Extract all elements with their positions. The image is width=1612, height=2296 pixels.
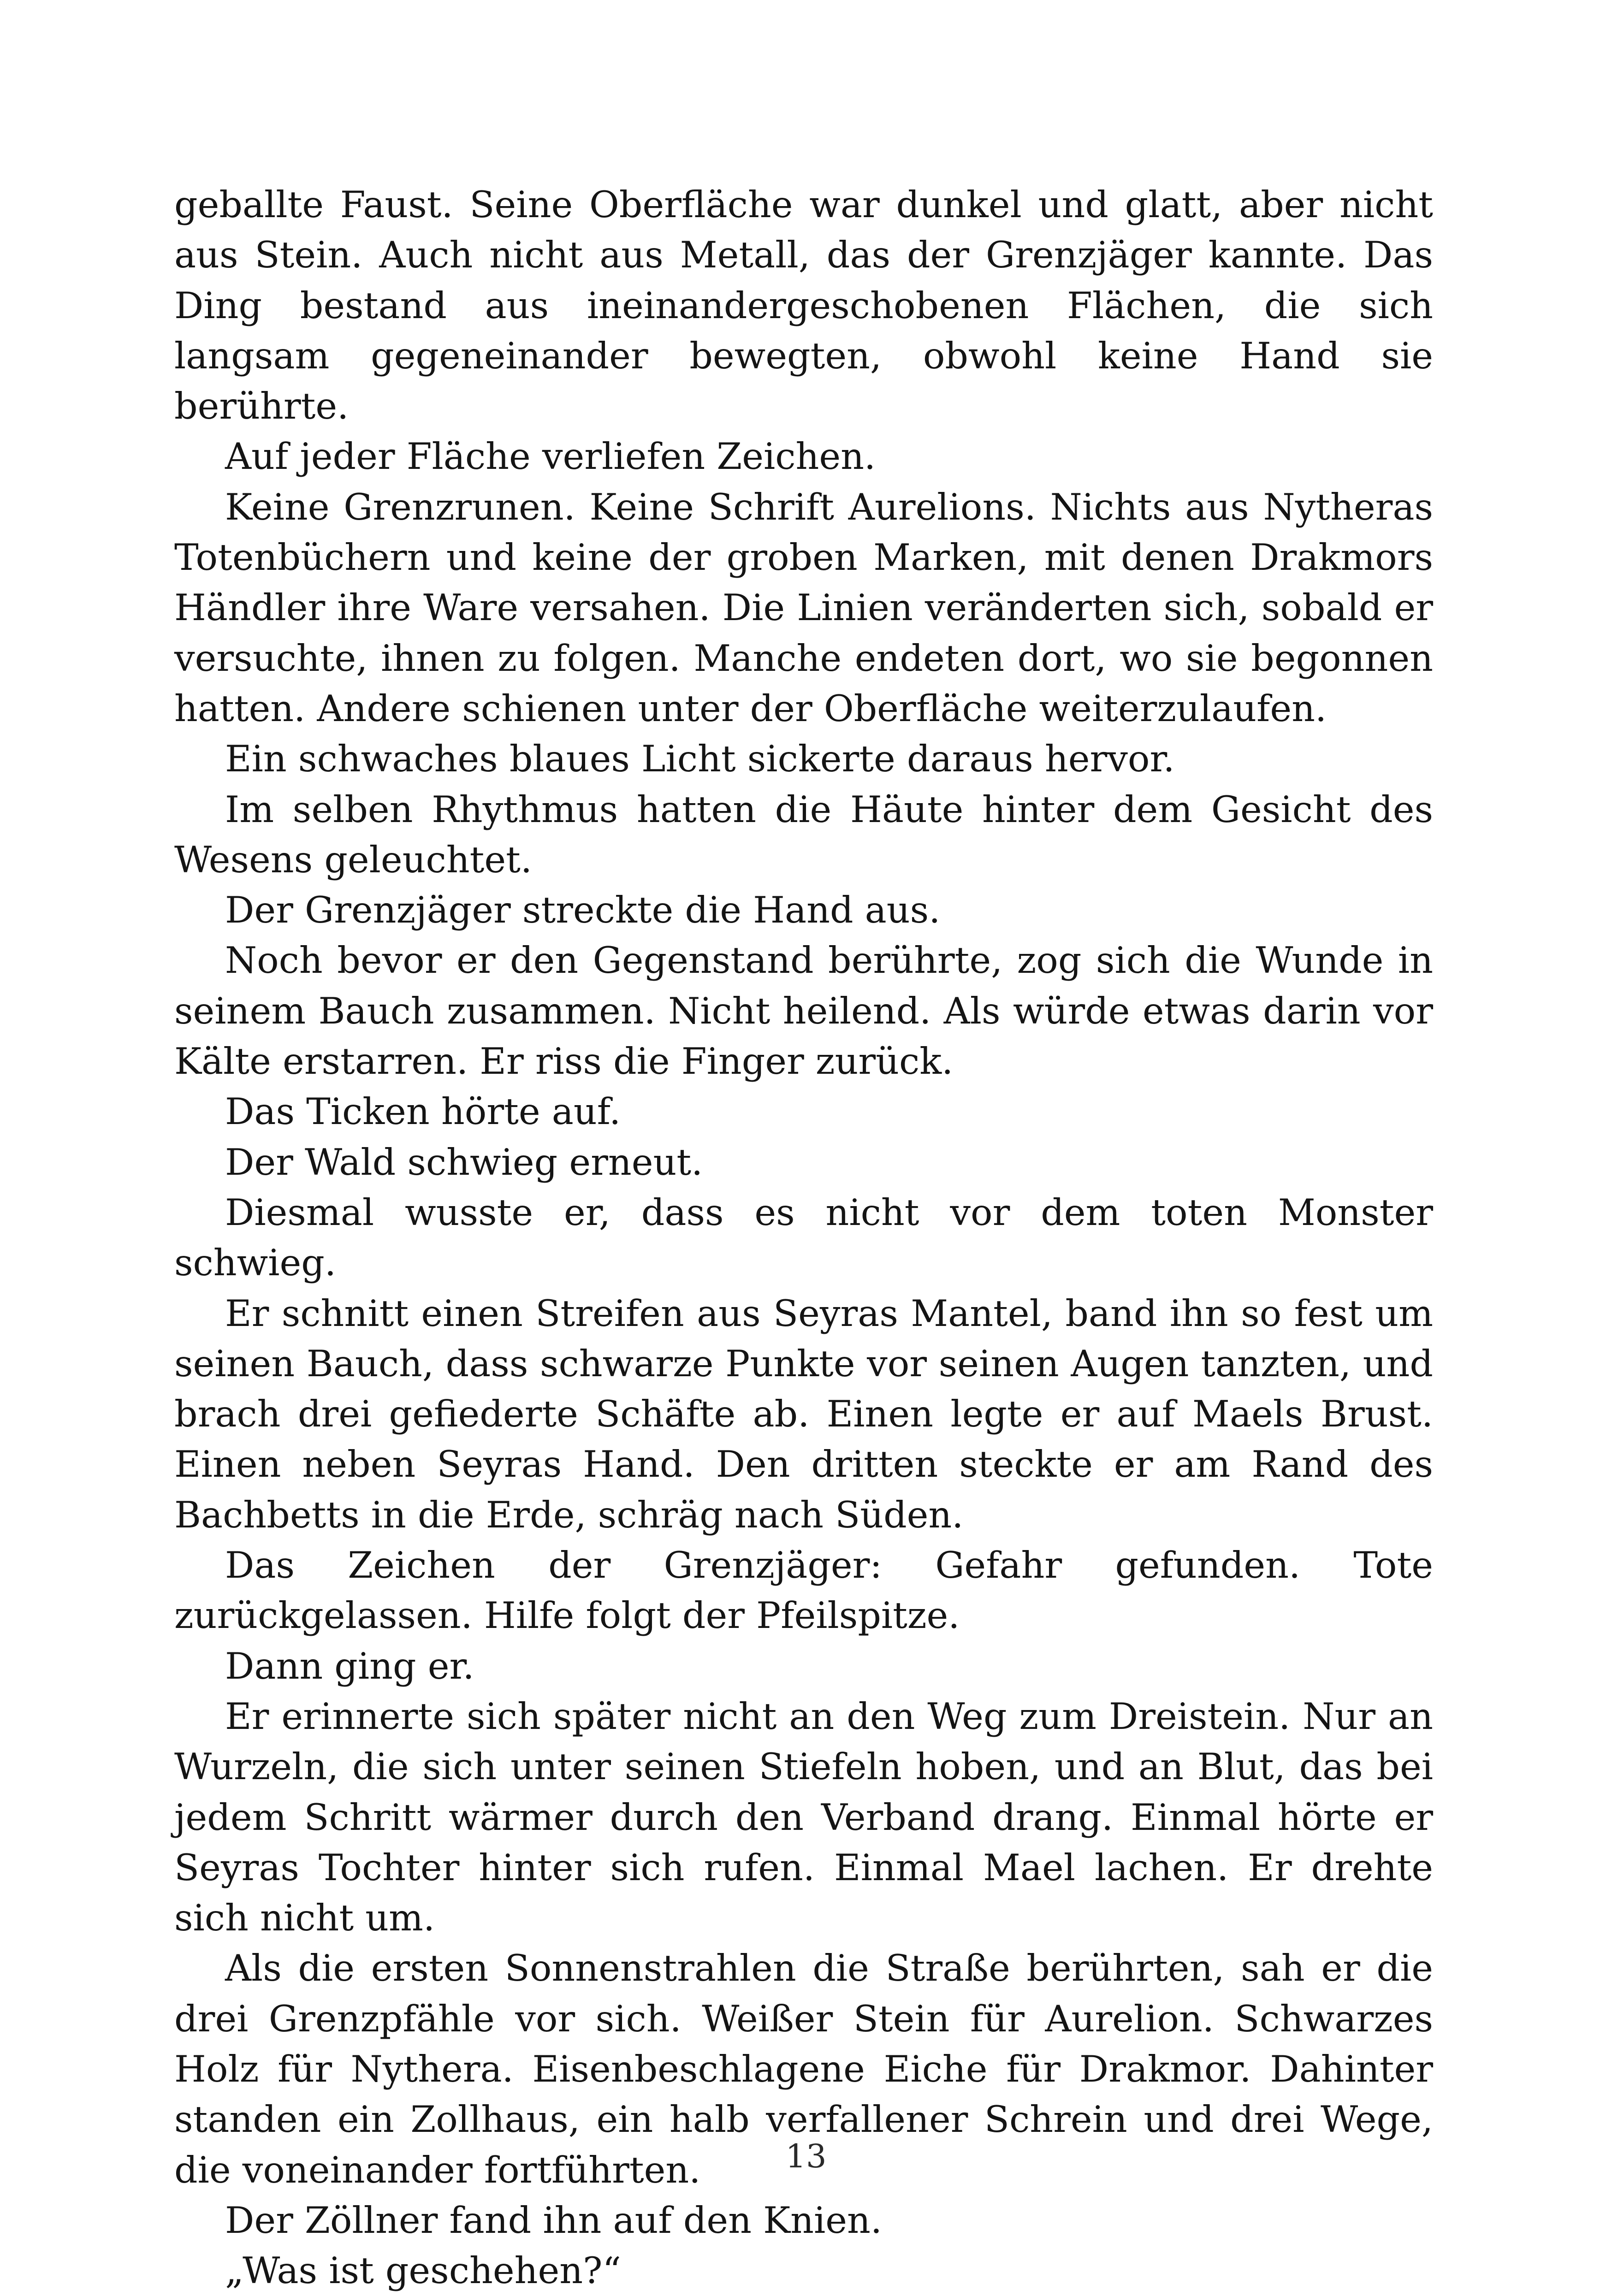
paragraph-4: Ein schwaches blaues Licht sickerte daraus hervor. bbox=[225, 738, 1175, 781]
paragraph-11: Er schnitt einen Streifen aus Seyras Mantel, band ihn so fest um seinen Bauch, dass schwarze Punkte vor seinen Augen tanzten, und brach drei gefiederte Schäfte ab. Einen legte er auf Maels Brust. Einen neben Seyras Hand. Den dritten steckte er am Rand des Bachbetts in die Erde, schräg nach Süden. bbox=[174, 1292, 1433, 1536]
paragraph-15: Als die ersten Sonnenstrahlen die Straße berührten, sah er die drei Grenzpfähle vor sich. Weißer Stein für Aurelion. Schwarzes Holz für Nythera. Eisenbeschlagene Eiche für Drakmor. Dahinter standen ein Zollhaus, ein halb verfallener Schrein und drei Wege, die voneinander fortführten. bbox=[174, 1947, 1433, 2191]
paragraph-10: Diesmal wusste er, dass es nicht vor dem toten Monster schwieg. bbox=[174, 1191, 1433, 1284]
paragraph-6: Der Grenzjäger streckte die Hand aus. bbox=[225, 889, 941, 932]
paragraph-8: Das Ticken hörte auf. bbox=[225, 1090, 621, 1133]
paragraph-5: Im selben Rhythmus hatten die Häute hinter dem Gesicht des Wesens geleuchtet. bbox=[174, 788, 1433, 881]
paragraph-1: geballte Faust. Seine Oberfläche war dunkel und glatt, aber nicht aus Stein. Auch nicht aus Metall, das der Grenzjäger kannte. Das Ding bestand aus ineinandergeschobenen Flächen, die sich langsam gegeneinander bewegten, obwohl keine Hand sie berührte. bbox=[174, 183, 1433, 428]
paragraph-17: „Was ist geschehen?“ bbox=[225, 2249, 621, 2292]
paragraph-2: Auf jeder Fläche verliefen Zeichen. bbox=[225, 435, 876, 478]
paragraph-3: Keine Grenzrunen. Keine Schrift Aurelions. Nichts aus Nytheras Totenbüchern und keine der groben Marken, mit denen Drakmors Händler ihre Ware versahen. Die Linien veränderten sich, sobald er versuchte, ihnen zu folgen. Manche endeten dort, wo sie begonnen hatten. Andere schienen unter der Oberfläche weiterzulaufen. bbox=[174, 485, 1433, 730]
paragraph-16: Der Zöllner fand ihn auf den Knien. bbox=[225, 2199, 883, 2242]
paragraph-7: Noch bevor er den Gegenstand berührte, zog sich die Wunde in seinem Bauch zusammen. Nicht heilend. Als würde etwas darin vor Kälte erstarren. Er riss die Finger zurück. bbox=[174, 939, 1433, 1083]
paragraph-12: Das Zeichen der Grenzjäger: Gefahr gefunden. Tote zurückgelassen. Hilfe folgt der Pfeilspitze. bbox=[174, 1544, 1433, 1637]
paragraph-14: Er erinnerte sich später nicht an den Weg zum Dreistein. Nur an Wurzeln, die sich unter seinen Stiefeln hoben, und an Blut, das bei jedem Schritt wärmer durch den Verband drang. Einmal hörte er Seyras Tochter hinter sich rufen. Einmal Mael lachen. Er drehte sich nicht um. bbox=[174, 1695, 1433, 1940]
body-text bbox=[174, 180, 1433, 2296]
paragraph-9: Der Wald schwieg erneut. bbox=[225, 1141, 703, 1184]
paragraph-13: Dann ging er. bbox=[225, 1645, 474, 1687]
page-number: 13 bbox=[785, 2137, 827, 2175]
